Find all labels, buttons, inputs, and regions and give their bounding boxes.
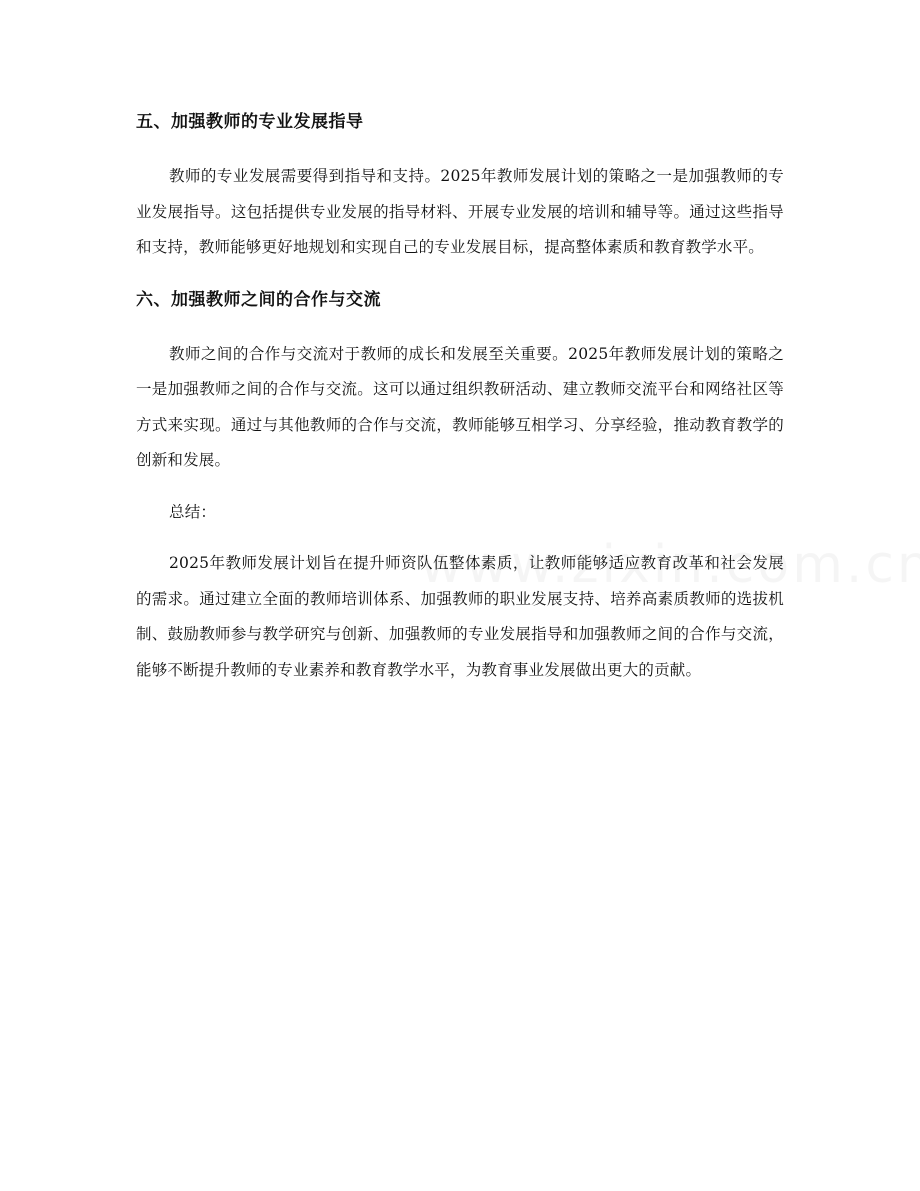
section-6-paragraph: 教师之间的合作与交流对于教师的成长和发展至关重要。2025年教师发展计划的策略之一是加强教师之间的合作与交流。这可以通过组织教研活动、建立教师交流平台和网络社区等方式来实现。通过与其他教师的合作与交流，教师能够互相学习、分享经验，推动教育教学的创新和发展。 bbox=[136, 344, 784, 469]
summary-paragraph: 2025年教师发展计划旨在提升师资队伍整体素质，让教师能够适应教育改革和社会发展的需求。通过建立全面的教师培训体系、加强教师的职业发展支持、培养高素质教师的选拔机制、鼓励教师参与教学研究与创新、加强教师的专业发展指导和加强教师之间的合作与交流，能够不断提升教师的专业素养和教育教学水平，为教育事业发展做出更大的贡献。 bbox=[136, 554, 784, 679]
summary-label: 总结： bbox=[169, 502, 217, 521]
document-body bbox=[136, 104, 784, 688]
section-5-heading: 五、加强教师的专业发展指导 bbox=[136, 112, 364, 132]
section-6-heading: 六、加强教师之间的合作与交流 bbox=[136, 289, 381, 310]
section-5-paragraph: 教师的专业发展需要得到指导和支持。2025年教师发展计划的策略之一是加强教师的专业发展指导。这包括提供专业发展的指导材料、开展专业发展的培训和辅导等。通过这些指导和支持，教师能够更好地规划和实现自己的专业发展目标，提高整体素质和教育教学水平。 bbox=[136, 167, 784, 256]
